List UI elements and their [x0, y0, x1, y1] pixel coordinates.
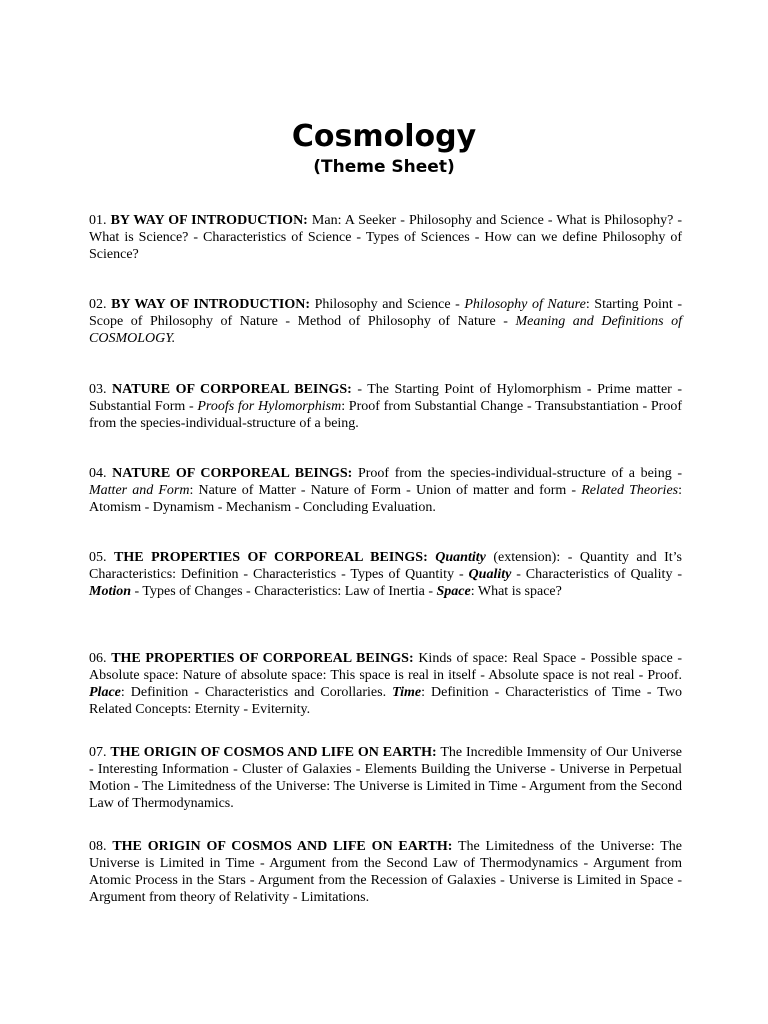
item-text: Proof from the species-individual-structure of a being -: [357, 466, 683, 481]
item-emphasis: Related Theories: [581, 483, 679, 498]
item-keyword: Motion: [89, 584, 132, 599]
item-heading: NATURE OF CORPOREAL BEINGS:: [112, 382, 352, 397]
item-keyword: Time: [392, 685, 422, 700]
item-number: 02.: [89, 297, 107, 312]
item-heading: THE ORIGIN OF COSMOS AND LIFE ON EARTH:: [112, 839, 453, 854]
item-text: The Limitedness of the Universe: The Universe is Limited in Time - Argument from the Second Law of Thermodynamics - Argument from Atomic Process in the Stars - Argument from the Recession of Galaxies - Universe is Limited in Space - Argument from theory of Relativity - Limitations.: [89, 839, 682, 905]
item-keyword: Place: [89, 685, 121, 700]
theme-item-03: [89, 381, 682, 432]
item-number: 05.: [89, 550, 107, 565]
item-emphasis: Proofs for Hylomorphism: [197, 399, 342, 414]
item-number: 01.: [89, 213, 107, 228]
item-heading: BY WAY OF INTRODUCTION:: [111, 297, 310, 312]
theme-item-08: [89, 838, 682, 906]
item-heading: BY WAY OF INTRODUCTION:: [110, 213, 308, 228]
page-title: Cosmology: [291, 119, 477, 154]
item-keyword: Quantity: [435, 550, 486, 565]
item-text: Philosophy and Science -: [314, 297, 460, 312]
item-text: : Atomism - Dynamism - Mechanism - Concluding Evaluation.: [89, 483, 682, 515]
theme-item-07: [89, 744, 682, 812]
item-number: 03.: [89, 382, 107, 397]
item-text: The Incredible Immensity of Our Universe - Interesting Information - Cluster of Galaxies - Elements Building the Universe - Universe in Perpetual Motion - The Limitedness of the Universe: The Universe is Limited in Time - Argument from the Second Law of Thermodynamics.: [89, 745, 683, 811]
item-keyword: Space: [436, 584, 471, 599]
page-subtitle: (Theme Sheet): [313, 157, 455, 177]
item-text: : Nature of Matter - Nature of Form - Union of matter and form -: [189, 483, 577, 498]
item-text: (extension): - Quantity and It’s Characteristics: Definition - Characteristics - Types of Quantity -: [89, 550, 683, 582]
item-emphasis: Matter and Form: [89, 483, 190, 498]
item-heading: NATURE OF CORPOREAL BEINGS:: [112, 466, 353, 481]
item-heading: THE PROPERTIES OF CORPOREAL BEINGS:: [111, 651, 414, 666]
item-text: : Definition - Characteristics of Time - Two Related Concepts: Eternity - Eviternity.: [89, 685, 682, 717]
item-number: 07.: [89, 745, 107, 760]
item-text: : What is space?: [470, 584, 562, 599]
item-text: : Starting Point - Scope of Philosophy of Nature - Method of Philosophy of Nature -: [89, 297, 683, 329]
item-text: - Types of Changes - Characteristics: Law of Inertia -: [134, 584, 434, 599]
theme-item-01: [89, 212, 682, 263]
theme-item-02: [89, 296, 682, 347]
theme-item-06: [89, 650, 682, 718]
item-text: - Characteristics of Quality -: [516, 567, 683, 582]
item-text: - The Starting Point of Hylomorphism - Prime matter - Substantial Form -: [89, 382, 682, 414]
item-heading: THE ORIGIN OF COSMOS AND LIFE ON EARTH:: [110, 745, 437, 760]
item-emphasis: Philosophy of Nature: [464, 297, 586, 312]
item-text: : Proof from Substantial Change - Transubstantiation - Proof from the species-individual-structure of a being.: [89, 399, 682, 431]
item-number: 04.: [89, 466, 107, 481]
item-heading: THE PROPERTIES OF CORPOREAL BEINGS:: [114, 550, 428, 565]
theme-item-05: [89, 549, 682, 600]
item-text: Kinds of space: Real Space - Possible space - Absolute space: Nature of absolute space: This space is real in itself - Absolute space is not real - Proof.: [89, 651, 683, 683]
item-text: Man: A Seeker - Philosophy and Science - What is Philosophy? - What is Science? - Characteristics of Science - Types of Sciences - How can we define Philosophy of Science?: [89, 213, 683, 262]
item-text: : Definition - Characteristics and Corollaries.: [120, 685, 387, 700]
item-number: 08.: [89, 839, 107, 854]
item-number: 06.: [89, 651, 107, 666]
item-keyword: Quality: [468, 567, 512, 582]
item-emphasis: Meaning and Definitions of COSMOLOGY.: [89, 314, 682, 346]
theme-item-04: [89, 465, 682, 516]
